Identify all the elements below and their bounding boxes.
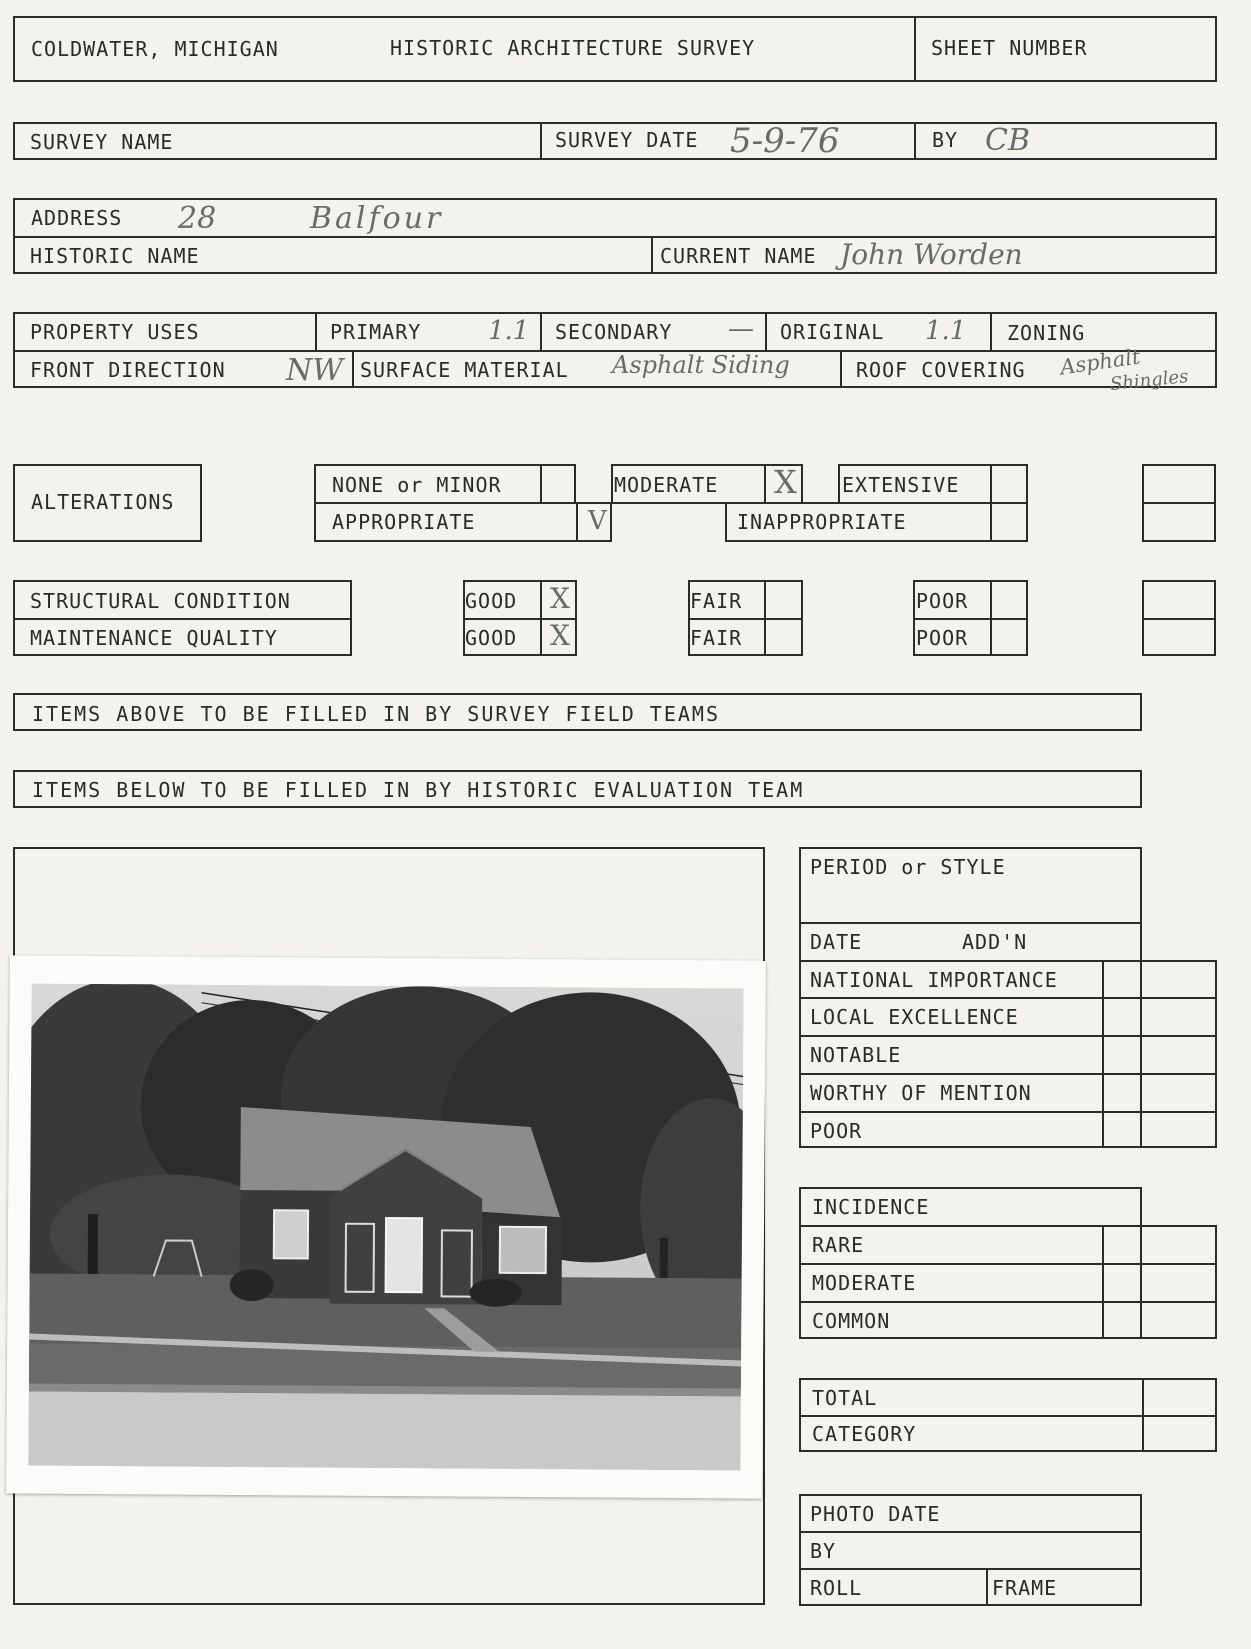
photo-info-divider-1 [799,1531,1142,1533]
property-div-d [990,312,992,350]
front-direction-label: FRONT DIRECTION [30,358,226,382]
zoning-label: ZONING [1007,321,1086,345]
primary-value[interactable]: 1.1 [488,316,530,346]
fair-label-maintenance: FAIR [690,626,743,650]
property-div-e [352,350,354,388]
property-div-b [540,312,542,350]
house-photo-image [28,984,743,1471]
condition-score-divider [1142,618,1216,620]
eval-score-col [1102,960,1104,1148]
incidence-label: INCIDENCE [812,1195,930,1219]
structural-good-mark[interactable]: X [550,582,570,615]
structural-condition-label: STRUCTURAL CONDITION [30,589,291,613]
maintenance-good-mark[interactable]: X [550,619,570,652]
category-label: CATEGORY [812,1422,917,1446]
poor-row-divider [913,618,1028,620]
notice-above: ITEMS ABOVE TO BE FILLED IN BY SURVEY FIELD TEAMS [32,702,721,726]
incidence-divider-3 [799,1301,1217,1303]
none-minor-label: NONE or MINOR [332,473,502,497]
photo-info-divider-2 [799,1568,1142,1570]
sheet-number-label: SHEET NUMBER [931,36,1088,60]
maintenance-quality-label: MAINTENANCE QUALITY [30,626,278,650]
original-label: ORIGINAL [780,320,885,344]
alterations-label: ALTERATIONS [31,490,175,514]
inappropriate-check-divider [990,502,992,542]
photo-by-label: BY [810,1539,837,1563]
total-score-col [1142,1378,1144,1452]
property-div-c [765,312,767,350]
poor-check-divider [990,580,992,656]
photo-date-label: PHOTO DATE [810,1502,941,1526]
incidence-divider-2 [799,1263,1217,1265]
roof-covering-value-2[interactable]: Shingles [1109,365,1190,396]
eval-poor-label: POOR [810,1119,863,1143]
historic-name-label: HISTORIC NAME [30,244,200,268]
eval-divider-period [799,922,1142,924]
moderate-mark[interactable]: X [774,463,797,501]
date-label: DATE [810,930,863,954]
incidence-outer-right [1215,1225,1217,1339]
eval-divider-2 [799,1035,1217,1037]
address-col-divider [651,236,653,274]
notable-label: NOTABLE [810,1043,902,1067]
good-label-maintenance: GOOD [465,626,518,650]
poor-label-structural: POOR [916,589,969,613]
extensive-check-divider [990,464,992,504]
alterations-score-divider [1142,502,1216,504]
appropriate-label: APPROPRIATE [332,510,476,534]
common-label: COMMON [812,1309,891,1333]
survey-by-label: BY [932,128,959,152]
survey-date-label: SURVEY DATE [555,128,699,152]
local-excellence-label: LOCAL EXCELLENCE [810,1005,1019,1029]
survey-divider-1 [540,122,542,160]
survey-by-value[interactable]: CB [985,123,1030,158]
secondary-value[interactable]: — [728,314,754,344]
good-check-divider [540,580,542,656]
appropriate-mark[interactable]: V [588,506,607,536]
eval-outer-right [1215,960,1217,1148]
original-value[interactable]: 1.1 [925,316,967,346]
surface-material-value[interactable]: Asphalt Siding [612,351,790,379]
total-label: TOTAL [812,1386,878,1410]
worthy-of-mention-label: WORTHY OF MENTION [810,1081,1032,1105]
moderate-label: MODERATE [614,473,719,497]
eval-divider-4 [799,1111,1217,1113]
roof-covering-value-1[interactable]: Asphalt [1058,344,1142,380]
address-number[interactable]: 28 [178,201,217,236]
roof-covering-label: ROOF COVERING [856,358,1026,382]
roll-frame-divider [986,1568,988,1606]
front-direction-value[interactable]: NW [286,353,344,388]
property-div-a [315,312,317,350]
eval-divider-3 [799,1073,1217,1075]
eval-divider-date [799,960,1217,962]
property-div-f [840,350,842,388]
address-label: ADDRESS [31,206,123,230]
current-name-label: CURRENT NAME [660,244,817,268]
extensive-label: EXTENSIVE [842,473,960,497]
roll-label: ROLL [810,1576,863,1600]
eval-bottom-ext [1142,1146,1217,1148]
moderate-check-divider [764,464,766,504]
period-style-label: PERIOD or STYLE [810,855,1006,879]
survey-name-label: SURVEY NAME [30,130,174,154]
incidence-divider-4 [1142,1337,1217,1339]
eval-divider-1 [799,997,1217,999]
survey-divider-2 [914,122,916,160]
survey-date-value[interactable]: 5-9-76 [730,121,840,161]
national-importance-label: NATIONAL IMPORTANCE [810,968,1058,992]
appropriate-check-divider [576,502,578,542]
address-row-divider [13,236,1217,238]
good-label-structural: GOOD [465,589,518,613]
fair-label-structural: FAIR [690,589,743,613]
incidence-divider-1 [799,1225,1217,1227]
incidence-score-col [1102,1225,1104,1339]
primary-label: PRIMARY [330,320,422,344]
poor-label-maintenance: POOR [916,626,969,650]
address-street[interactable]: Balfour [310,201,444,236]
header-divider [914,16,916,82]
current-name-value[interactable]: John Worden [840,238,1023,271]
condition-label-divider [13,618,352,620]
notice-below: ITEMS BELOW TO BE FILLED IN BY HISTORIC EVALUATION TEAM [32,778,805,802]
none-minor-check-divider [540,464,542,504]
inappropriate-label: INAPPROPRIATE [737,510,907,534]
form-title: HISTORIC ARCHITECTURE SURVEY [390,36,756,60]
secondary-label: SECONDARY [555,320,673,344]
surface-material-label: SURFACE MATERIAL [360,358,569,382]
fair-check-divider [764,580,766,656]
frame-label: FRAME [992,1576,1058,1600]
incidence-moderate-label: MODERATE [812,1271,917,1295]
rare-label: RARE [812,1233,865,1257]
city-label: COLDWATER, MICHIGAN [31,37,279,61]
total-divider [799,1415,1217,1417]
addn-label: ADD'N [962,930,1028,954]
fair-row-divider [688,618,803,620]
property-uses-label: PROPERTY USES [30,320,200,344]
house-photograph [6,955,766,1498]
